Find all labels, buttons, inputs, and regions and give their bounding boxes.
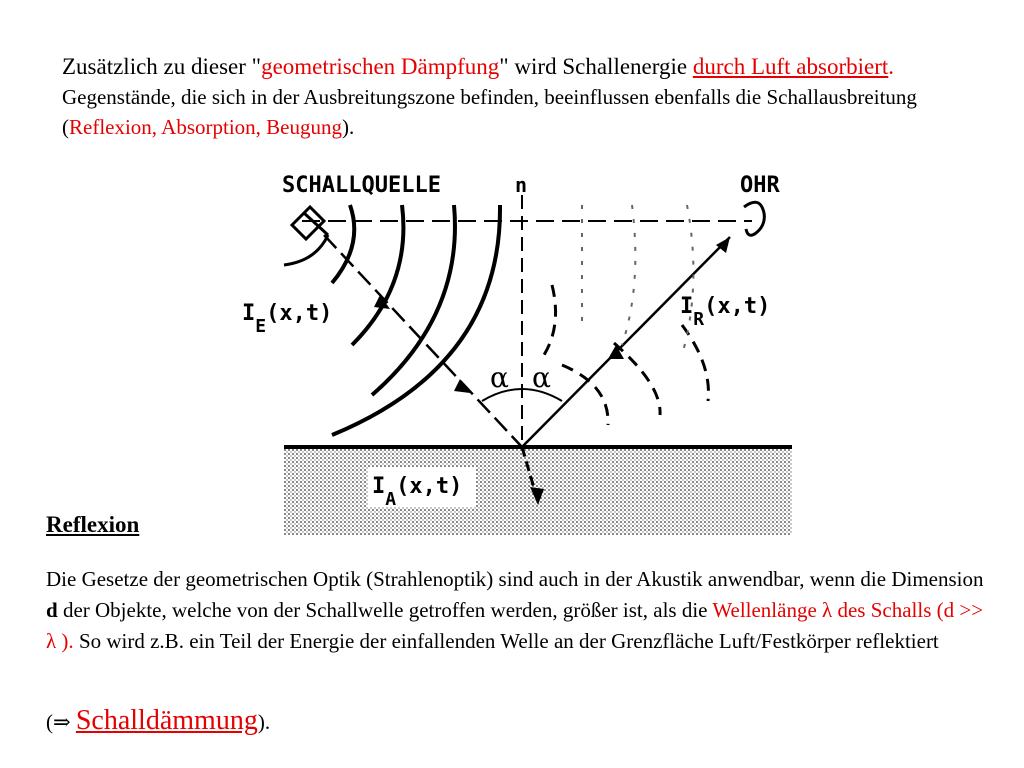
body-text-1: Die Gesetze der geometrischen Optik (Strahlenoptik) sind auch in der Akustik anwendbar, wenn die Dimension (46, 567, 984, 591)
footer-line (46, 705, 270, 737)
reflected-i: I (680, 294, 694, 319)
body-text-2: der Objekte, welche von der Schallwelle getroffen werden, größer ist, als die (57, 598, 713, 622)
body-bold-d: d (46, 598, 58, 622)
intro-text-3: Gegenstände, die sich in der Ausbreitungszone befinden, beeinflussen ebenfalls die Schallausbreitung ( (62, 85, 917, 139)
intro-paragraph (62, 52, 962, 142)
intro-effects: Reflexion, Absorption, Beugung (69, 115, 342, 139)
incident-args: (x,t) (266, 301, 333, 326)
intro-geometric-damping: geometrischen Dämpfung (261, 54, 500, 79)
ear-icon (744, 202, 764, 235)
footer-close: ). (257, 710, 271, 734)
normal-label: n (515, 173, 528, 197)
reflected-sub: R (693, 309, 705, 330)
schalldaemmung-link[interactable]: Schalldämmung (75, 705, 258, 736)
incident-intensity-label (242, 301, 332, 337)
body-text-3: So wird z.B. ein Teil der Energie der einfallenden Welle an der Grenzfläche Luft/Festkörper reflektiert (73, 629, 939, 653)
absorbed-args: (x,t) (396, 474, 463, 499)
reflection-diagram (232, 165, 792, 550)
absorbed-i: I (372, 474, 386, 499)
svg-text:IE(x,t) (242, 301, 332, 337)
footer-open: (⇒ (46, 710, 76, 734)
absorbed-sub: A (385, 489, 397, 510)
reflected-intensity-label (680, 294, 770, 330)
source-label: SCHALLQUELLE (282, 173, 441, 198)
reflected-args: (x,t) (704, 294, 771, 319)
angle-alpha-right: α (532, 361, 551, 394)
reflexion-paragraph (46, 564, 996, 657)
section-title-reflexion: Reflexion (46, 512, 140, 537)
body-wavelength: Wellenlänge λ des Schalls (d >> λ ). (46, 598, 984, 653)
reflected-wavefronts-faint (582, 205, 693, 355)
reflected-ray (522, 237, 730, 447)
intro-air-absorption-link[interactable]: durch Luft absorbiert (692, 54, 889, 79)
angle-alpha-left: α (490, 361, 509, 394)
source-speaker-icon (284, 207, 328, 265)
incident-wavefronts (332, 205, 500, 435)
ear-label: OHR (740, 173, 780, 198)
intro-text-1: Zusätzlich zu dieser " (62, 54, 262, 79)
incident-i: I (242, 301, 256, 326)
intro-text-2: " wird Schallenergie (499, 54, 693, 79)
intro-text-4: ). (341, 115, 355, 139)
incident-sub: E (255, 316, 267, 337)
intro-period: . (888, 54, 895, 79)
svg-text:IR(x,t) (680, 294, 770, 330)
